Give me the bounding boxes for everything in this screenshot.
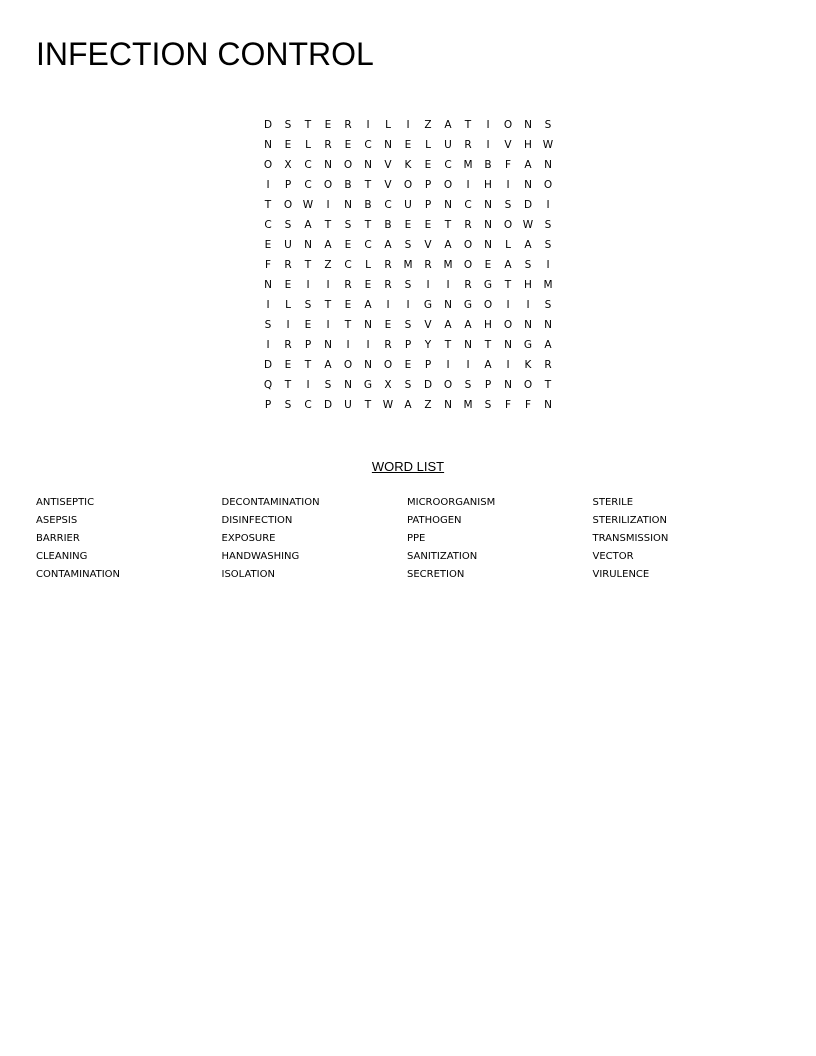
grid-letter: R: [464, 219, 472, 231]
grid-letter: I: [306, 279, 310, 291]
grid-letter: M: [463, 399, 473, 411]
grid-letter: N: [484, 199, 492, 211]
grid-letter: V: [424, 319, 432, 331]
grid-letter: S: [304, 299, 312, 311]
grid-letter: R: [464, 139, 472, 151]
grid-letter: N: [344, 379, 352, 391]
grid-letter: I: [306, 379, 310, 391]
grid-letter: N: [524, 179, 532, 191]
grid-letter: A: [404, 399, 412, 411]
grid-letter: E: [484, 259, 492, 271]
grid-letter: S: [544, 119, 552, 131]
grid-letter: B: [344, 179, 352, 191]
grid-letter: O: [403, 179, 413, 191]
grid-letter: I: [346, 339, 350, 351]
grid-letter: G: [483, 279, 493, 291]
grid-letter: N: [444, 199, 452, 211]
grid-letter: W: [302, 199, 314, 211]
grid-letter: T: [304, 259, 312, 271]
grid-letter: C: [304, 159, 312, 171]
word-list-column: [36, 494, 222, 584]
grid-letter: A: [444, 239, 452, 251]
grid-letter: P: [484, 379, 492, 391]
grid-letter: S: [464, 379, 472, 391]
grid-letter: O: [283, 199, 293, 211]
grid-letter: N: [344, 199, 352, 211]
grid-letter: I: [546, 259, 550, 271]
grid-letter: P: [264, 399, 272, 411]
grid-letter: T: [504, 279, 512, 291]
grid-letter: A: [524, 159, 532, 171]
grid-letter: A: [324, 359, 332, 371]
grid-letter: D: [323, 399, 333, 411]
grid-letter: O: [323, 179, 333, 191]
grid-letter: E: [264, 239, 272, 251]
grid-letter: S: [524, 259, 532, 271]
grid-letter: D: [263, 359, 273, 371]
grid-letter: N: [524, 119, 532, 131]
grid-letter: P: [404, 339, 412, 351]
grid-letter: X: [384, 379, 392, 391]
word-list-heading: WORD LIST: [371, 459, 445, 474]
grid-letter: H: [484, 179, 492, 191]
grid-letter: P: [424, 359, 432, 371]
grid-letter: M: [403, 259, 413, 271]
grid-letter: N: [364, 159, 372, 171]
grid-letter: E: [404, 359, 412, 371]
grid-letter: L: [385, 119, 391, 131]
grid-letter: O: [503, 219, 513, 231]
grid-letter: M: [543, 279, 553, 291]
grid-letter: C: [364, 139, 372, 151]
grid-letter: S: [404, 279, 412, 291]
grid-letter: I: [286, 319, 290, 331]
grid-letter: N: [384, 139, 392, 151]
grid-letter: F: [264, 259, 272, 271]
grid-letter: W: [382, 399, 394, 411]
grid-letter: I: [466, 359, 470, 371]
grid-letter: R: [384, 259, 392, 271]
grid-letter: P: [424, 199, 432, 211]
word-list-item: SANITIZATION: [407, 551, 478, 562]
grid-letter: X: [284, 159, 292, 171]
grid-letter: E: [384, 319, 392, 331]
grid-letter: L: [505, 239, 511, 251]
grid-letter: G: [423, 299, 433, 311]
grid-letter: T: [344, 319, 352, 331]
grid-letter: L: [365, 259, 371, 271]
grid-letter: Z: [424, 399, 432, 411]
grid-letter: E: [344, 139, 352, 151]
grid-letter: T: [324, 299, 332, 311]
grid-letter: I: [266, 179, 270, 191]
grid-letter: A: [484, 359, 492, 371]
grid-letter: S: [344, 219, 352, 231]
grid-letter: O: [543, 179, 553, 191]
grid-letter: I: [326, 279, 330, 291]
grid-letter: O: [523, 379, 533, 391]
grid-letter: S: [324, 379, 332, 391]
grid-letter: I: [446, 279, 450, 291]
grid-letter: U: [284, 239, 292, 251]
grid-letter: O: [383, 359, 393, 371]
grid-letter: V: [424, 239, 432, 251]
word-list-item: TRANSMISSION: [592, 533, 669, 544]
grid-letter: A: [444, 119, 452, 131]
word-list-item: CLEANING: [36, 551, 88, 562]
grid-letter: D: [523, 199, 533, 211]
grid-letter: R: [344, 279, 352, 291]
word-list-item: ASEPSIS: [36, 515, 78, 526]
grid-letter: E: [284, 139, 292, 151]
grid-letter: I: [546, 199, 550, 211]
grid-letter: Z: [424, 119, 432, 131]
grid-letter: E: [304, 319, 312, 331]
grid-letter: C: [344, 259, 352, 271]
grid-letter: N: [544, 319, 552, 331]
word-list-column: [593, 494, 779, 584]
grid-letter: E: [324, 119, 332, 131]
grid-letter: G: [363, 379, 373, 391]
grid-letter: G: [523, 339, 533, 351]
grid-letter: I: [406, 119, 410, 131]
grid-letter: E: [344, 299, 352, 311]
grid-letter: S: [484, 399, 492, 411]
grid-letter: E: [404, 219, 412, 231]
grid-letter: E: [344, 239, 352, 251]
grid-letter: I: [506, 299, 510, 311]
grid-letter: I: [486, 139, 490, 151]
grid-letter: N: [484, 239, 492, 251]
grid-letter: L: [285, 299, 291, 311]
grid-letter: F: [524, 399, 532, 411]
grid-letter: T: [304, 359, 312, 371]
grid-letter: H: [524, 139, 532, 151]
grid-letter: R: [384, 339, 392, 351]
word-list-column: [222, 494, 408, 584]
grid-letter: D: [263, 119, 273, 131]
word-list-item: CONTAMINATION: [36, 569, 121, 580]
grid-letter: R: [424, 259, 432, 271]
grid-letter: I: [386, 299, 390, 311]
grid-letter: S: [504, 199, 512, 211]
grid-letter: B: [384, 219, 392, 231]
grid-letter: V: [384, 159, 392, 171]
grid-letter: M: [443, 259, 453, 271]
grid-letter: T: [364, 399, 372, 411]
grid-letter: H: [484, 319, 492, 331]
grid-letter: R: [344, 119, 352, 131]
grid-letter: I: [326, 319, 330, 331]
grid-letter: A: [384, 239, 392, 251]
grid-letter: R: [544, 359, 552, 371]
grid-letter: C: [264, 219, 272, 231]
grid-letter: N: [364, 359, 372, 371]
grid-letter: P: [304, 339, 312, 351]
grid-letter: V: [384, 179, 392, 191]
grid-letter: A: [504, 259, 512, 271]
word-list-item: VECTOR: [592, 551, 634, 562]
grid-letter: E: [284, 279, 292, 291]
grid-letter: K: [524, 359, 532, 371]
grid-letter: R: [324, 139, 332, 151]
grid-letter: S: [284, 119, 292, 131]
grid-letter: N: [264, 279, 272, 291]
grid-letter: I: [526, 299, 530, 311]
word-list-item: MICROORGANISM: [407, 497, 496, 508]
grid-letter: I: [426, 279, 430, 291]
word-list-item: BARRIER: [36, 533, 80, 544]
grid-letter: I: [366, 339, 370, 351]
word-list: [36, 494, 780, 584]
word-list-item: DECONTAMINATION: [221, 497, 320, 508]
grid-letter: I: [326, 199, 330, 211]
grid-letter: A: [524, 239, 532, 251]
grid-letter: S: [404, 239, 412, 251]
grid-letter: O: [343, 159, 353, 171]
grid-letter: O: [463, 239, 473, 251]
grid-letter: E: [284, 359, 292, 371]
grid-letter: E: [404, 139, 412, 151]
grid-letter: A: [544, 339, 552, 351]
grid-letter: T: [324, 219, 332, 231]
word-list-item: STERILIZATION: [592, 515, 668, 526]
grid-letter: T: [464, 119, 472, 131]
grid-letter: L: [305, 139, 311, 151]
grid-letter: H: [524, 279, 532, 291]
word-list-item: HANDWASHING: [221, 551, 300, 562]
grid-letter: T: [444, 339, 452, 351]
grid-letter: W: [522, 219, 534, 231]
grid-letter: C: [464, 199, 472, 211]
grid-letter: G: [463, 299, 473, 311]
grid-letter: N: [544, 159, 552, 171]
grid-letter: S: [404, 319, 412, 331]
word-list-column: [407, 494, 593, 584]
grid-letter: U: [404, 199, 412, 211]
grid-letter: R: [284, 259, 292, 271]
grid-letter: O: [503, 319, 513, 331]
word-list-item: VIRULENCE: [592, 569, 650, 580]
grid-letter: Q: [263, 379, 273, 391]
grid-letter: T: [484, 339, 492, 351]
grid-letter: T: [264, 199, 272, 211]
grid-letter: T: [364, 179, 372, 191]
grid-letter: O: [443, 379, 453, 391]
grid-letter: O: [443, 179, 453, 191]
word-list-item: SECRETION: [407, 569, 465, 580]
word-list-item: ANTISEPTIC: [36, 497, 95, 508]
grid-letter: E: [364, 279, 372, 291]
grid-letter: R: [464, 279, 472, 291]
word-list-item: PPE: [407, 533, 426, 544]
grid-letter: R: [384, 279, 392, 291]
grid-letter: O: [263, 159, 273, 171]
grid-letter: I: [266, 299, 270, 311]
word-list-item: PATHOGEN: [407, 515, 462, 526]
grid-letter: I: [366, 119, 370, 131]
grid-letter: N: [524, 319, 532, 331]
grid-letter: S: [284, 399, 292, 411]
grid-letter: E: [424, 159, 432, 171]
grid-letter: S: [284, 219, 292, 231]
grid-letter: T: [544, 379, 552, 391]
grid-letter: Y: [424, 339, 432, 351]
grid-letter: K: [404, 159, 412, 171]
grid-letter: I: [446, 359, 450, 371]
grid-letter: N: [544, 399, 552, 411]
grid-letter: A: [324, 239, 332, 251]
word-list-item: DISINFECTION: [221, 515, 293, 526]
grid-letter: I: [266, 339, 270, 351]
grid-letter: N: [464, 339, 472, 351]
grid-letter: N: [484, 219, 492, 231]
grid-letter: T: [284, 379, 292, 391]
grid-letter: T: [304, 119, 312, 131]
grid-letter: O: [463, 259, 473, 271]
grid-letter: N: [504, 339, 512, 351]
grid-letter: N: [444, 299, 452, 311]
word-list-item: ISOLATION: [221, 569, 275, 580]
grid-letter: U: [444, 139, 452, 151]
grid-letter: P: [284, 179, 292, 191]
grid-letter: F: [504, 159, 512, 171]
grid-letter: C: [384, 199, 392, 211]
grid-letter: N: [324, 339, 332, 351]
grid-letter: N: [324, 159, 332, 171]
grid-letter: A: [464, 319, 472, 331]
grid-letter: B: [364, 199, 372, 211]
grid-letter: O: [343, 359, 353, 371]
grid-letter: A: [364, 299, 372, 311]
grid-letter: O: [503, 119, 513, 131]
grid-letter: P: [424, 179, 432, 191]
grid-letter: I: [506, 359, 510, 371]
grid-letter: M: [463, 159, 473, 171]
grid-letter: N: [504, 379, 512, 391]
grid-letter: C: [304, 179, 312, 191]
grid-letter: F: [504, 399, 512, 411]
grid-letter: U: [344, 399, 352, 411]
grid-letter: S: [544, 239, 552, 251]
grid-letter: A: [304, 219, 312, 231]
grid-letter: A: [444, 319, 452, 331]
grid-letter: N: [444, 399, 452, 411]
grid-letter: I: [406, 299, 410, 311]
grid-letter: E: [424, 219, 432, 231]
word-list-item: EXPOSURE: [221, 533, 276, 544]
grid-letter: S: [544, 219, 552, 231]
grid-letter: O: [483, 299, 493, 311]
grid-letter: R: [284, 339, 292, 351]
grid-letter: I: [466, 179, 470, 191]
grid-letter: N: [304, 239, 312, 251]
grid-letter: T: [444, 219, 452, 231]
grid-letter: D: [423, 379, 433, 391]
grid-letter: S: [544, 299, 552, 311]
grid-letter: B: [484, 159, 492, 171]
grid-letter: N: [264, 139, 272, 151]
grid-letter: Z: [324, 259, 332, 271]
grid-letter: C: [364, 239, 372, 251]
grid-letter: S: [404, 379, 412, 391]
grid-letter: V: [504, 139, 512, 151]
letter-grid: [258, 115, 558, 415]
grid-letter: N: [364, 319, 372, 331]
grid-letter: I: [486, 119, 490, 131]
grid-letter: C: [444, 159, 452, 171]
grid-letter: I: [506, 179, 510, 191]
puzzle-title: INFECTION CONTROL: [36, 36, 374, 72]
grid-letter: L: [425, 139, 431, 151]
grid-letter: C: [304, 399, 312, 411]
grid-letter: W: [542, 139, 554, 151]
grid-letter: S: [264, 319, 272, 331]
grid-letter: T: [364, 219, 372, 231]
word-list-item: STERILE: [592, 497, 634, 508]
